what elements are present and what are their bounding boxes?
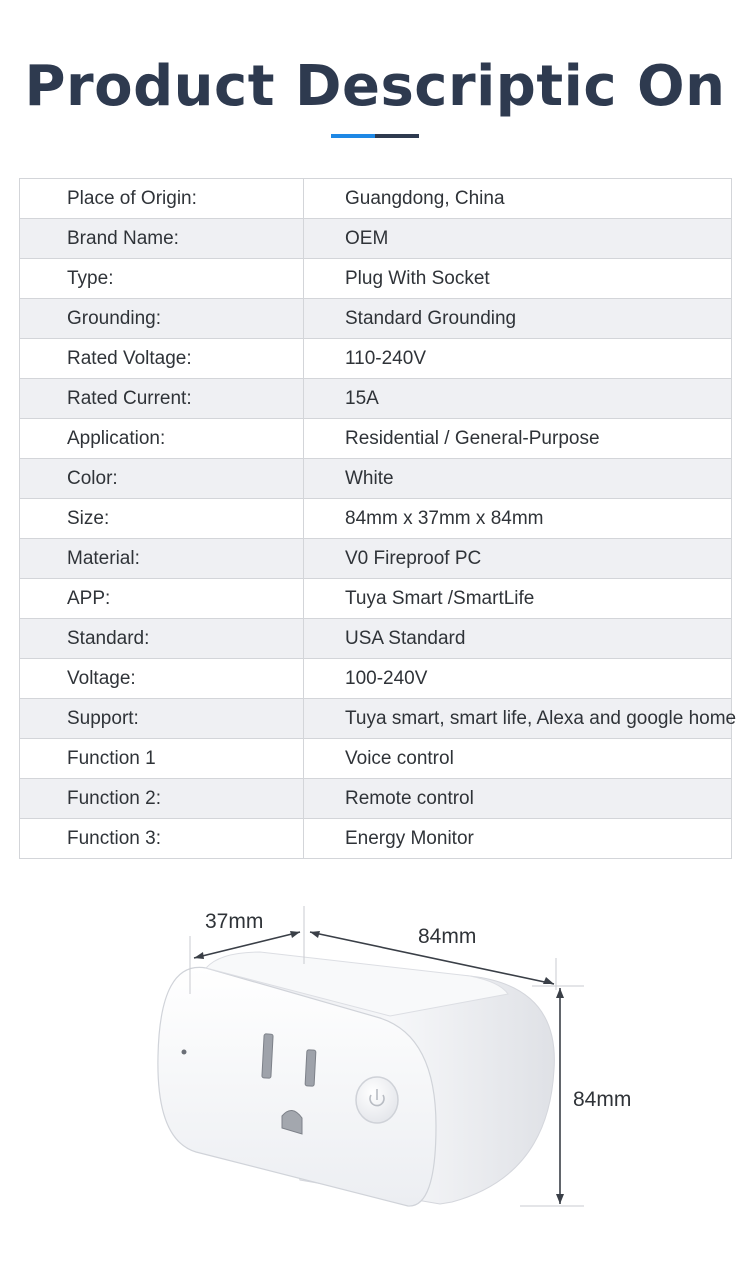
- spec-label: Rated Current:: [20, 379, 304, 419]
- page-title: Product Descriptic On: [24, 54, 726, 119]
- title-underline-accent: [331, 134, 375, 138]
- title-underline-dark: [375, 134, 419, 138]
- table-row: [20, 819, 732, 859]
- table-row: [20, 499, 732, 539]
- table-row: [20, 259, 732, 299]
- table-row: [20, 539, 732, 579]
- spec-value: Plug With Socket: [304, 259, 732, 299]
- spec-value: 100-240V: [304, 659, 732, 699]
- spec-value: USA Standard: [304, 619, 732, 659]
- table-row: [20, 339, 732, 379]
- table-row: [20, 299, 732, 339]
- table-row: [20, 179, 732, 219]
- spec-label: APP:: [20, 579, 304, 619]
- table-row: [20, 219, 732, 259]
- spec-label: Type:: [20, 259, 304, 299]
- spec-label: Material:: [20, 539, 304, 579]
- spec-value: Tuya smart, smart life, Alexa and google home: [304, 699, 732, 739]
- spec-label: Size:: [20, 499, 304, 539]
- spec-label: Function 2:: [20, 779, 304, 819]
- table-row: [20, 659, 732, 699]
- spec-value: V0 Fireproof PC: [304, 539, 732, 579]
- spec-value: 84mm x 37mm x 84mm: [304, 499, 732, 539]
- spec-value: White: [304, 459, 732, 499]
- spec-value: Residential / General-Purpose: [304, 419, 732, 459]
- spec-value: Remote control: [304, 779, 732, 819]
- table-row: [20, 739, 732, 779]
- width-label: 84mm: [418, 925, 477, 948]
- height-label: 84mm: [573, 1088, 632, 1111]
- spec-value: Tuya Smart /SmartLife: [304, 579, 732, 619]
- table-row: [20, 579, 732, 619]
- smart-plug-illustration: [0, 890, 750, 1270]
- indicator-led: [182, 1050, 187, 1055]
- spec-label: Brand Name:: [20, 219, 304, 259]
- spec-label: Rated Voltage:: [20, 339, 304, 379]
- spec-value: Voice control: [304, 739, 732, 779]
- socket-slot-left: [262, 1034, 273, 1078]
- spec-value: Energy Monitor: [304, 819, 732, 859]
- spec-label: Place of Origin:: [20, 179, 304, 219]
- spec-value: Standard Grounding: [304, 299, 732, 339]
- spec-value: Guangdong, China: [304, 179, 732, 219]
- spec-label: Standard:: [20, 619, 304, 659]
- table-row: [20, 379, 732, 419]
- table-row: [20, 459, 732, 499]
- spec-label: Function 1: [20, 739, 304, 779]
- table-row: [20, 699, 732, 739]
- spec-value: OEM: [304, 219, 732, 259]
- spec-value: 15A: [304, 379, 732, 419]
- spec-label: Support:: [20, 699, 304, 739]
- table-row: [20, 619, 732, 659]
- depth-label: 37mm: [205, 910, 264, 933]
- spec-label: Color:: [20, 459, 304, 499]
- specifications-table: [19, 178, 737, 859]
- table-row: [20, 419, 732, 459]
- spec-label: Application:: [20, 419, 304, 459]
- socket-slot-right: [305, 1050, 316, 1086]
- spec-value: 110-240V: [304, 339, 732, 379]
- product-dimension-figure: [0, 890, 750, 1270]
- table-row: [20, 779, 732, 819]
- spec-label: Function 3:: [20, 819, 304, 859]
- spec-label: Grounding:: [20, 299, 304, 339]
- spec-label: Voltage:: [20, 659, 304, 699]
